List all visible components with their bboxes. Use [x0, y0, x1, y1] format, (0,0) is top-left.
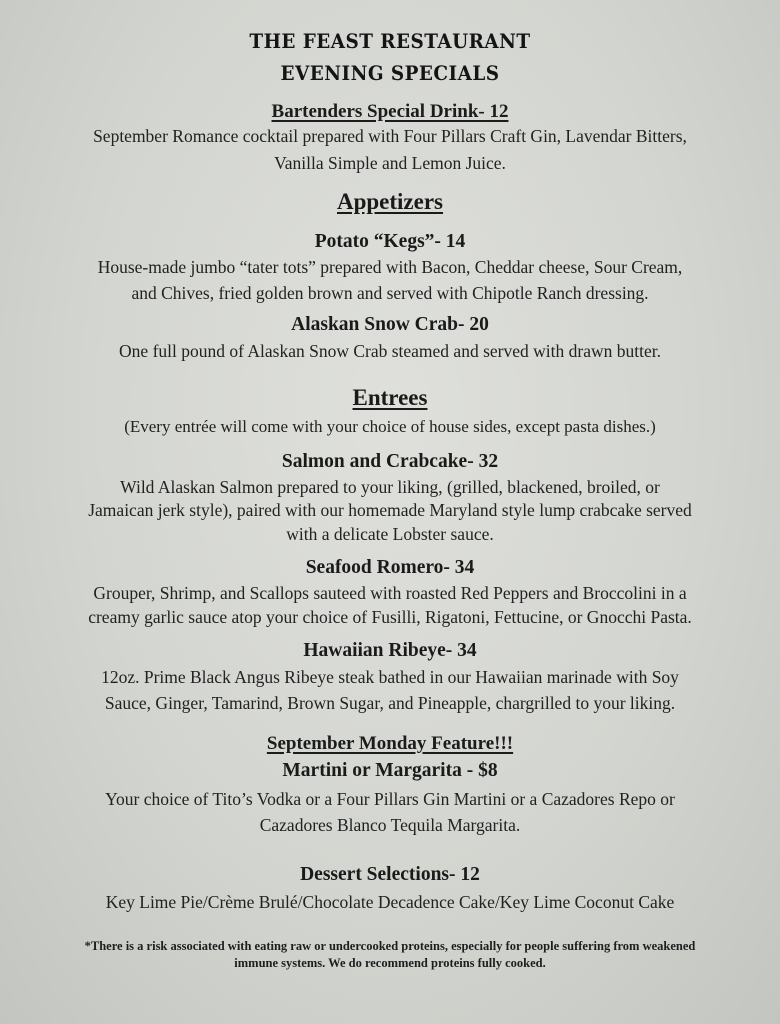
menu-subtitle: EVENING SPECIALS [280, 61, 500, 85]
monday-feature-name: Martini or Margarita - $8 [282, 760, 498, 781]
entree-desc-line: with a delicate Lobster sauce. [286, 524, 494, 544]
bartender-special-desc-line: September Romance cocktail prepared with Four Pillars Craft Gin, Lavendar Bitters, [93, 126, 687, 146]
entrees-heading: Entrees [352, 385, 428, 410]
appetizers-heading: Appetizers [336, 189, 444, 214]
monday-feature-desc-line: Your choice of Tito’s Vodka or a Four Pillars Gin Martini or a Cazadores Repo or [105, 789, 675, 809]
restaurant-name: THE FEAST RESTAURANT [249, 29, 531, 53]
desserts-name: Dessert Selections- 12 [300, 864, 480, 885]
monday-feature-heading: September Monday Feature!!! [266, 733, 514, 754]
entrees-note: (Every entrée will come with your choice of house sides, except pasta dishes.) [124, 417, 656, 436]
entree-desc-line: 12oz. Prime Black Angus Ribeye steak bathed in our Hawaiian marinade with Soy [101, 667, 679, 687]
bartender-special-heading: Bartenders Special Drink- 12 [271, 101, 509, 122]
entree-name: Seafood Romero- 34 [305, 557, 475, 578]
entree-name: Hawaiian Ribeye- 34 [303, 640, 477, 661]
bartender-special-desc-line: Vanilla Simple and Lemon Juice. [274, 153, 506, 173]
appetizer-desc-line: One full pound of Alaskan Snow Crab steamed and served with drawn butter. [119, 341, 661, 361]
entree-name: Salmon and Crabcake- 32 [281, 451, 499, 472]
appetizer-name: Alaskan Snow Crab- 20 [291, 314, 489, 335]
entree-desc-line: Sauce, Ginger, Tamarind, Brown Sugar, and Pineapple, chargrilled to your liking. [104, 693, 676, 713]
entree-desc-line: creamy garlic sauce atop your choice of Fusilli, Rigatoni, Fettucine, or Gnocchi Pasta. [88, 607, 692, 627]
appetizer-name: Potato “Kegs”- 14 [314, 231, 466, 252]
footnote-line: immune systems. We do recommend proteins fully cooked. [234, 956, 546, 970]
entree-desc-line: Jamaican jerk style), paired with our homemade Maryland style lump crabcake served [88, 500, 692, 520]
appetizer-desc-line: House-made jumbo “tater tots” prepared with Bacon, Cheddar cheese, Sour Cream, [97, 257, 683, 277]
appetizer-desc-line: and Chives, fried golden brown and served with Chipotle Ranch dressing. [131, 283, 649, 303]
monday-feature-desc-line: Cazadores Blanco Tequila Margarita. [259, 815, 521, 835]
footnote-line: *There is a risk associated with eating raw or undercooked proteins, especially for people suffering from weakened [84, 939, 696, 953]
entree-desc-line: Wild Alaskan Salmon prepared to your liking, (grilled, blackened, broiled, or [120, 477, 660, 497]
entree-desc-line: Grouper, Shrimp, and Scallops sauteed with roasted Red Peppers and Broccolini in a [93, 583, 687, 603]
desserts-description: Key Lime Pie/Crème Brulé/Chocolate Decadence Cake/Key Lime Coconut Cake [105, 892, 675, 912]
